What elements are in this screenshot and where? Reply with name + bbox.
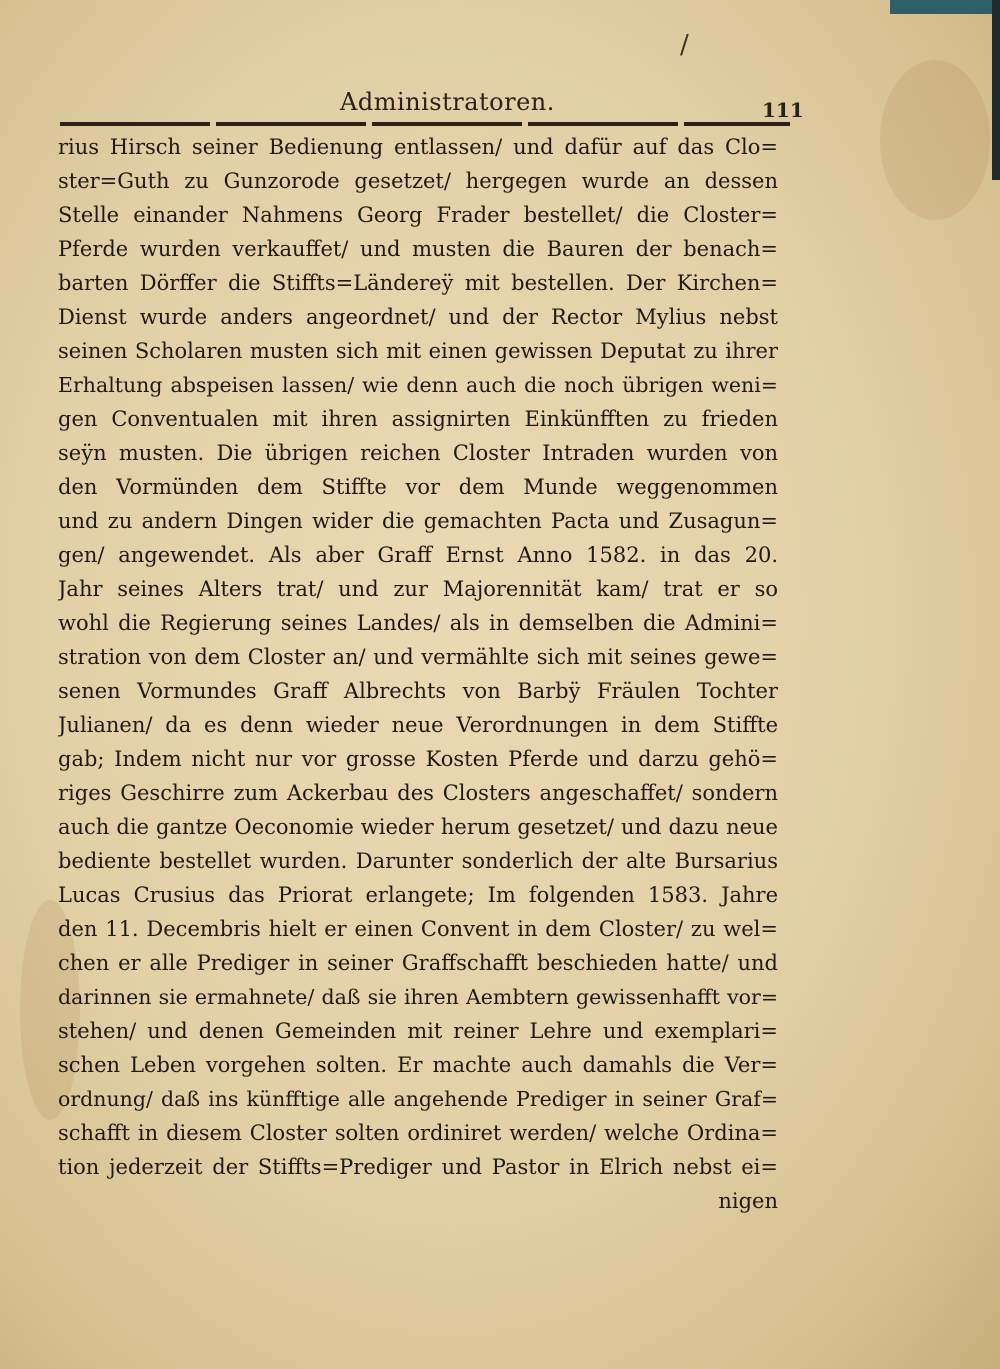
text-line: auch die gantze Oeconomie wieder herum gesetzet/ und dazu neue	[58, 815, 778, 839]
scan-background-edge	[890, 0, 1000, 14]
text-line: Pferde wurden verkauffet/ und musten die Bauren der benach=	[58, 237, 778, 261]
text-line: seÿn musten. Die übrigen reichen Closter Intraden wurden von	[58, 441, 778, 465]
text-line: chen er alle Prediger in seiner Graffschafft beschieden hatte/ und	[58, 951, 778, 975]
text-line: wohl die Regierung seines Landes/ als in demselben die Admini=	[58, 611, 778, 635]
scan-background-edge-right	[992, 0, 1000, 180]
text-line: stration von dem Closter an/ und vermählte sich mit seines gewe=	[58, 645, 778, 669]
text-line: stehen/ und denen Gemeinden mit reiner Lehre und exemplari=	[58, 1019, 778, 1043]
page-number: 111	[762, 98, 804, 122]
text-line: gab; Indem nicht nur vor grosse Kosten Pferde und darzu gehö=	[58, 747, 778, 771]
text-line: gen Conventualen mit ihren assignirten Einkünfften zu frieden	[58, 407, 778, 431]
text-line: Lucas Crusius das Priorat erlangete; Im folgenden 1583. Jahre	[58, 883, 778, 907]
text-line: Julianen/ da es denn wieder neue Verordnungen in dem Stiffte	[58, 713, 778, 737]
text-line: den Vormünden dem Stiffte vor dem Munde weggenommen	[58, 475, 778, 499]
text-line: seinen Scholaren musten sich mit einen gewissen Deputat zu ihrer	[58, 339, 778, 363]
text-line: rius Hirsch seiner Bedienung entlassen/ und dafür auf das Clo=	[58, 135, 778, 159]
ink-mark: /	[680, 30, 689, 60]
text-line: bediente bestellet wurden. Darunter sonderlich der alte Bursarius	[58, 849, 778, 873]
text-line: barten Dörffer die Stiffts=Ländereÿ mit bestellen. Der Kirchen=	[58, 271, 778, 295]
running-head: Administratoren.	[340, 88, 555, 116]
header-rule	[60, 122, 790, 126]
text-line: senen Vormundes Graff Albrechts von Barbÿ Fräulen Tochter	[58, 679, 778, 703]
paper-stain	[880, 60, 990, 220]
body-text	[58, 130, 778, 1218]
text-line: ordnung/ daß ins künfftige alle angehende Prediger in seiner Graf=	[58, 1087, 778, 1111]
text-line: schafft in diesem Closter solten ordiniret werden/ welche Ordina=	[58, 1121, 778, 1145]
text-line: darinnen sie ermahnete/ daß sie ihren Aembtern gewissenhafft vor=	[58, 985, 778, 1009]
text-line: schen Leben vorgehen solten. Er machte auch damahls die Ver=	[58, 1053, 778, 1077]
text-line: und zu andern Dingen wider die gemachten Pacta und Zusagun=	[58, 509, 778, 533]
text-line: riges Geschirre zum Ackerbau des Closters angeschaffet/ sondern	[58, 781, 778, 805]
text-line: den 11. Decembris hielt er einen Convent in dem Closter/ zu wel=	[58, 917, 778, 941]
text-line: nigen	[718, 1189, 778, 1213]
text-line: ster=Guth zu Gunzorode gesetzet/ hergegen wurde an dessen	[58, 169, 778, 193]
text-line: tion jederzeit der Stiffts=Prediger und Pastor in Elrich nebst ei=	[58, 1155, 778, 1179]
text-line: Jahr seines Alters trat/ und zur Majorennität kam/ trat er so	[58, 577, 778, 601]
text-line: gen/ angewendet. Als aber Graff Ernst Anno 1582. in das 20.	[58, 543, 778, 567]
text-line: Dienst wurde anders angeordnet/ und der Rector Mylius nebst	[58, 305, 778, 329]
text-line: Stelle einander Nahmens Georg Frader bestellet/ die Closter=	[58, 203, 778, 227]
text-line: Erhaltung abspeisen lassen/ wie denn auch die noch übrigen weni=	[58, 373, 778, 397]
